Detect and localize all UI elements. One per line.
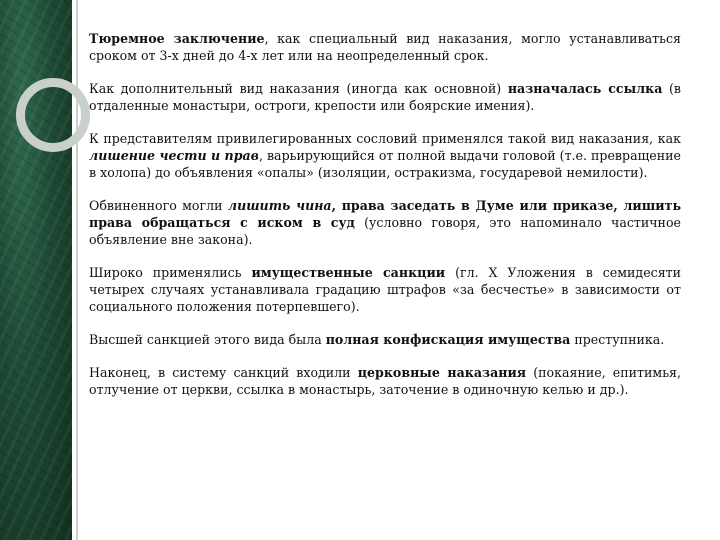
paragraph-deprivation-of-rank: Обвиненного могли лишить чина, права заседать в Думе или приказе, лишить права обращаться с иском в суд (условно говоря, это напоминало частичное объявление вне закона). (89, 198, 681, 247)
paragraph-confiscation: Высшей санкцией этого вида была полная конфискация имущества преступника. (89, 332, 665, 347)
term-church-punishments: церковные наказания (357, 365, 527, 380)
slide-text (89, 30, 681, 414)
paragraph-exile: Как дополнительный вид наказания (иногда как основной) назначалась ссылка (в отдаленные монастыри, остроги, крепости или боярские имения). (89, 81, 682, 113)
paragraph-imprisonment: Тюремное заключение, как специальный вид наказания, могло устанавливаться сроком от 3-х дней до 4-х лет или на неопределенный срок. (89, 31, 681, 63)
term-deprivation-of-rank: лишить чина (227, 198, 332, 213)
term-exile: назначалась ссылка (507, 81, 663, 96)
term-property-sanctions: имущественные санкции (251, 265, 446, 280)
paragraph-church-punishments: Наконец, в систему санкций входили церковные наказания (покаяние, епитимья, отлучение от церкви, ссылка в монастырь, заточение в одиночную келью и др.). (89, 365, 682, 397)
term-deprivation-of-honor: лишение чести и прав (89, 148, 259, 163)
paragraph-property-sanctions: Широко применялись имущественные санкции (гл. X Уложения в семидесяти четырех случаях устанавливала градацию штрафов «за бесчестье» в зависимости от социального положения потерпевшего). (89, 265, 681, 314)
paragraph-deprivation-of-honor: К представителям привилегированных сословий применялся такой вид наказания, как лишение чести и прав, варьирующийся от полной выдачи головой (т.е. превращение в холопа) до объявления «опалы» (изоляции, остракизма, государевой немилости). (89, 131, 681, 180)
vertical-divider (76, 0, 78, 540)
term-deprivation-of-rights: , права заседать в Думе или приказе, лишить права обращаться с иском в суд (89, 198, 681, 230)
term-imprisonment: Тюремное заключение (89, 31, 265, 46)
decorative-ring (16, 78, 90, 152)
term-confiscation: полная конфискация имущества (325, 332, 571, 347)
